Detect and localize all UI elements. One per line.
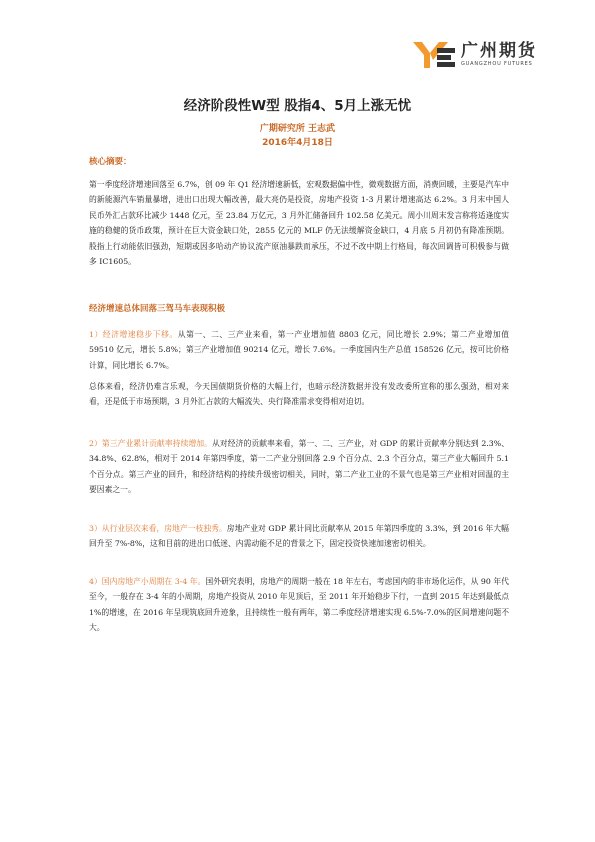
brand-name-cn: 广州期货 xyxy=(461,41,537,61)
section1-item-4 xyxy=(89,521,509,552)
paragraph-3-lead: 2）第三产业累计贡献率持续增加。 xyxy=(89,439,213,448)
summary-heading xyxy=(89,156,509,168)
section1-heading-text: 经济增速总体回落三驾马车表现积极 xyxy=(89,304,226,314)
paragraph-4 xyxy=(89,521,509,552)
section1-item-5 xyxy=(89,574,509,636)
brand-logo xyxy=(413,40,537,70)
brand-name-en: GUANGZHOU FUTURES xyxy=(461,61,533,67)
section1-item-2 xyxy=(89,379,509,410)
paragraph-3-text: 从对经济的贡献率来看，第一、二、三产业，对 GDP 的累计贡献率分别达到 2.3%、34.8%、62.8%，相对于 2014 年第四季度，第一二产业分别回落 2.9 个百分点、2.3 个百分点，第三产业大幅回升 5.1 个百分点。第三产业的回升，和经济结构的持续升级密切相关，同时，第二产业工业的不景气也是第三产业相对回温的主要因素之一。 xyxy=(89,439,509,495)
ye-logo-icon xyxy=(413,40,457,70)
paragraph-2: 总体来看，经济仍难言乐观，今天国债期货价格的大幅上行，也暗示经济数据并没有发改委所宣称的那么强劲，相对来看，还是低于市场预期，3 月外汇占款的大幅流失、央行降准需求变得相对迫切。 xyxy=(89,382,509,407)
section1-heading xyxy=(89,303,509,315)
summary-heading-text: 核心摘要： xyxy=(89,157,132,167)
paragraph-5-lead: 4）国内房地产小周期在 3-4 年。 xyxy=(89,577,206,586)
section1-item-1 xyxy=(89,327,509,373)
paragraph-1 xyxy=(89,327,509,373)
paragraph-1-lead: 1）经济增速稳步下移。 xyxy=(89,330,178,339)
summary-paragraph: 第一季度经济增速回落至 6.7%，创 09 年 Q1 经济增速新低，宏观数据偏中性，微观数据方面，消费回暖，主要是汽车中的新能源汽车销量暴增，进出口出现大幅改善，最大亮仍是投资，房地产投资 1-3 月累计增速高达 6.2%。3 月末中国人民币外汇占款环比减少 1448 亿元，至 23.84 万亿元，3 月外汇储备回升 102.58 亿美元。周小川周末发言称将适逢度实施的稳健的货币政策，预计在巨大资金缺口处，2855 亿元的 MLF 仍无法缓解资金缺口，4 月底 5 月初仍有降准预期。股指上行动能依旧强劲，短期或因多哈动产协议流产原油暴跌而承压，不过不改中期上行格局，每次回调皆可积极参与做多 IC1605。 xyxy=(89,180,509,267)
paragraph-5-text: 国外研究表明，房地产的周期一般在 18 年左右，考虑国内的非市场化运作，从 90 年代至今，一般存在 3-4 年的小周期，房地产投资从 2010 年见顶后，至 2011 年开始稳步下行，一直到 2015 年达到最低点 1%的增速，在 2016 年呈现筑底回升迹象，且持续性一般有两年，第二季度经济增速实现 6.5%-7.0%的区间增速问题不大。 xyxy=(89,577,509,633)
paragraph-4-text: 房地产业对 GDP 累计同比贡献率从 2015 年第四季度的 3.3%，到 2016 年大幅回升至 7%-8%，这和目前的进出口低迷、内需动能不足的背景之下，固定投资快速加速密切相关。 xyxy=(89,524,509,549)
report-date: 2016年4月18日 xyxy=(262,138,333,148)
paragraph-5 xyxy=(89,574,509,636)
paragraph-1-text: 从第一、二、三产业来看，第一产业增加值 8803 亿元，同比增长 2.9%；第二产业增加值 59510 亿元，增长 5.8%；第三产业增加值 90214 亿元，增长 7.6%。一季度国内生产总值 158526 亿元，按可比价格计算，同比增长 6.7%。 xyxy=(89,330,509,370)
paragraph-4-lead: 3）从行业层次来看，房地产一枝独秀。 xyxy=(89,524,227,533)
summary-section xyxy=(89,177,509,269)
section1-item-3 xyxy=(89,436,509,498)
paragraph-3 xyxy=(89,436,509,498)
report-author: 广期研究所 王志武 xyxy=(259,124,336,134)
report-title: 经济阶段性W型 股指4、5月上涨无忧 xyxy=(183,98,412,114)
